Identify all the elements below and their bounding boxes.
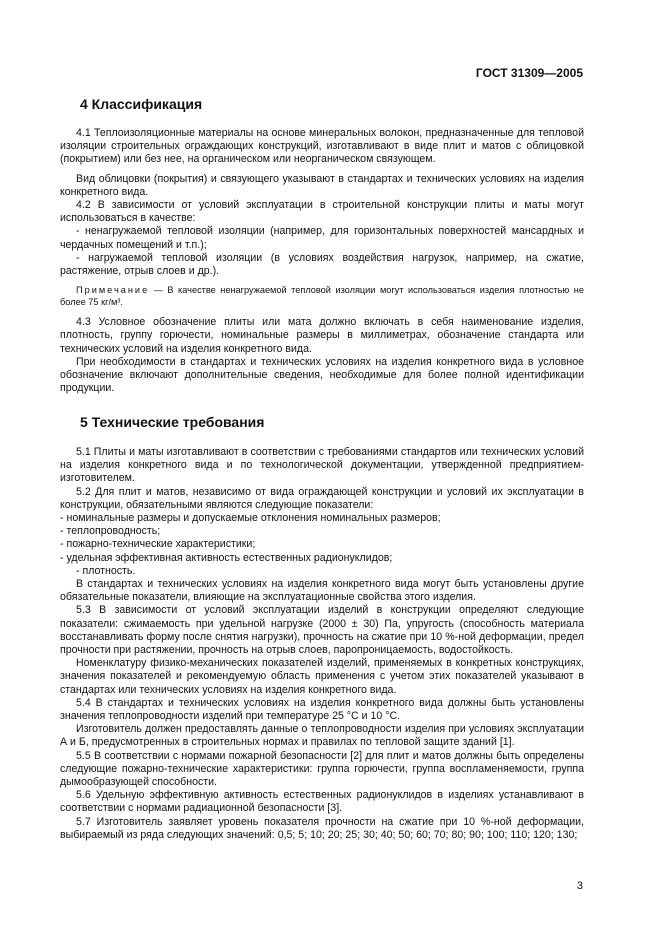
paragraph-5-6: 5.6 Удельную эффективную активность естественных радионуклидов в изделиях устанавливают в соответствии с нормами радиационной безопасности [3]. xyxy=(60,789,584,815)
section-5-title: 5 Технические требования xyxy=(80,414,265,430)
note-label: Примечание xyxy=(76,285,150,296)
section-4-body xyxy=(60,127,584,395)
paragraph-5-4b: Изготовитель должен предоставлять данные о теплопроводности изделия при условиях эксплуатации А и Б, предусмотренных в строительных нормах и правилах по тепловой защите зданий [1]. xyxy=(60,723,584,749)
paragraph-5-2b: В стандартах и технических условиях на изделия конкретного вида могут быть установлены другие обязательные показатели, влияющие на эксплуатационные свойства этого изделия. xyxy=(60,578,584,604)
section-5-body xyxy=(60,446,584,842)
paragraph-4-1: 4.1 Теплоизоляционные материалы на основе минеральных волокон, предназначенные для тепловой изоляции строительных ограждающих конструкций, изготавливают в виде плит и матов с облицовкой (покрытием) или без нее, на органическом или неорганическом связующем. xyxy=(60,127,584,166)
paragraph-5-3b: Номенклатуру физико-механических показателей изделий, применяемых в конкретных конструкциях, значения показателей и рекомендуемую область применения с учетом этих показателей указывают в стандартах или технических условиях на изделия конкретного вида. xyxy=(60,657,584,696)
list-item: - плотность. xyxy=(76,564,136,577)
paragraph-4-3: 4.3 Условное обозначение плиты или мата должно включать в себя наименование изделия, плотность, группу горючести, номинальные размеры в миллиметрах, обозначение стандарта или технических условий на изделия конкретного вида. xyxy=(60,316,584,355)
paragraph-5-1: 5.1 Плиты и маты изготавливают в соответствии с требованиями стандартов или технических условий на изделия конкретного вида и по технологической документации, утвержденной предприятием-изготовителем. xyxy=(60,446,584,485)
list-item: - удельная эффективная активность естественных радионуклидов; xyxy=(60,551,393,564)
list-item-loaded: - нагружаемой тепловой изоляции (в условиях воздействия нагрузок, например, на сжатие, растяжение, отрыв слоев и др.). xyxy=(60,251,584,278)
list-item: - номинальные размеры и допускаемые отклонения номинальных размеров; xyxy=(60,512,441,525)
list-item: - теплопроводность; xyxy=(60,525,161,538)
page-number: 3 xyxy=(576,880,583,892)
section-4-title: 4 Классификация xyxy=(80,96,203,112)
paragraph-4-3b: При необходимости в стандартах и технических условиях на изделия конкретного вида в условное обозначение включают дополнительные сведения, необходимые для более полной идентификации продукции. xyxy=(60,355,584,395)
paragraph-5-3: 5.3 В зависимости от условий эксплуатации изделий в конструкции определяют следующие показатели: сжимаемость при удельной нагрузке (2000 ± 30) Па, упругость (способность материала восстанавливать форму после снятия нагрузки), прочность на сжатие при 10 %-ной деформации, предел прочности при растяжении, прочность на отрыв слоев, паропроницаемость, водостойкость. xyxy=(60,604,584,657)
paragraph-5-5: 5.5 В соответствии с нормами пожарной безопасности [2] для плит и матов должны быть определены следующие пожарно-технические характеристики: группа горючести, группа воспламеняемости, группа дымообразующей способности. xyxy=(60,749,584,789)
note xyxy=(60,284,584,308)
paragraph-5-4: 5.4 В стандартах и технических условиях на изделия конкретного вида должны быть установлены значения теплопроводности изделий при температуре 25 °С и 10 °С. xyxy=(60,696,584,723)
list-item-unloaded: - ненагружаемой тепловой изоляции (например, для горизонтальных поверхностей мансардных и чердачных помещений и т.п.); xyxy=(60,225,584,251)
paragraph-4-2: 4.2 В зависимости от условий эксплуатации в строительной конструкции плиты и маты могут использоваться в качестве: xyxy=(60,199,584,225)
paragraph-5-7: 5.7 Изготовитель заявляет уровень показателя прочности на сжатие при 10 %-ной деформации, выбираемый из ряда следующих значений: 0,5; 5; 10; 20; 25; 30; 40; 50; 60; 70; 80; 90; 100; 110; 120; 130; xyxy=(60,815,584,841)
list-item: - пожарно-технические характеристики; xyxy=(60,538,256,551)
paragraph-4-1b: Вид облицовки (покрытия) и связующего указывают в стандартах и технических условиях на изделия конкретного вида. xyxy=(60,172,584,198)
note-text: — В качестве ненагружаемой тепловой изоляции могут использоваться изделия плотностью не более 75 кг/м³. xyxy=(60,285,584,308)
document-id: ГОСТ 31309—2005 xyxy=(475,66,583,80)
paragraph-5-2: 5.2 Для плит и матов, независимо от вида ограждающей конструкции и условий их эксплуатации в конструкции, обязательными являются следующие показатели: xyxy=(60,485,584,511)
